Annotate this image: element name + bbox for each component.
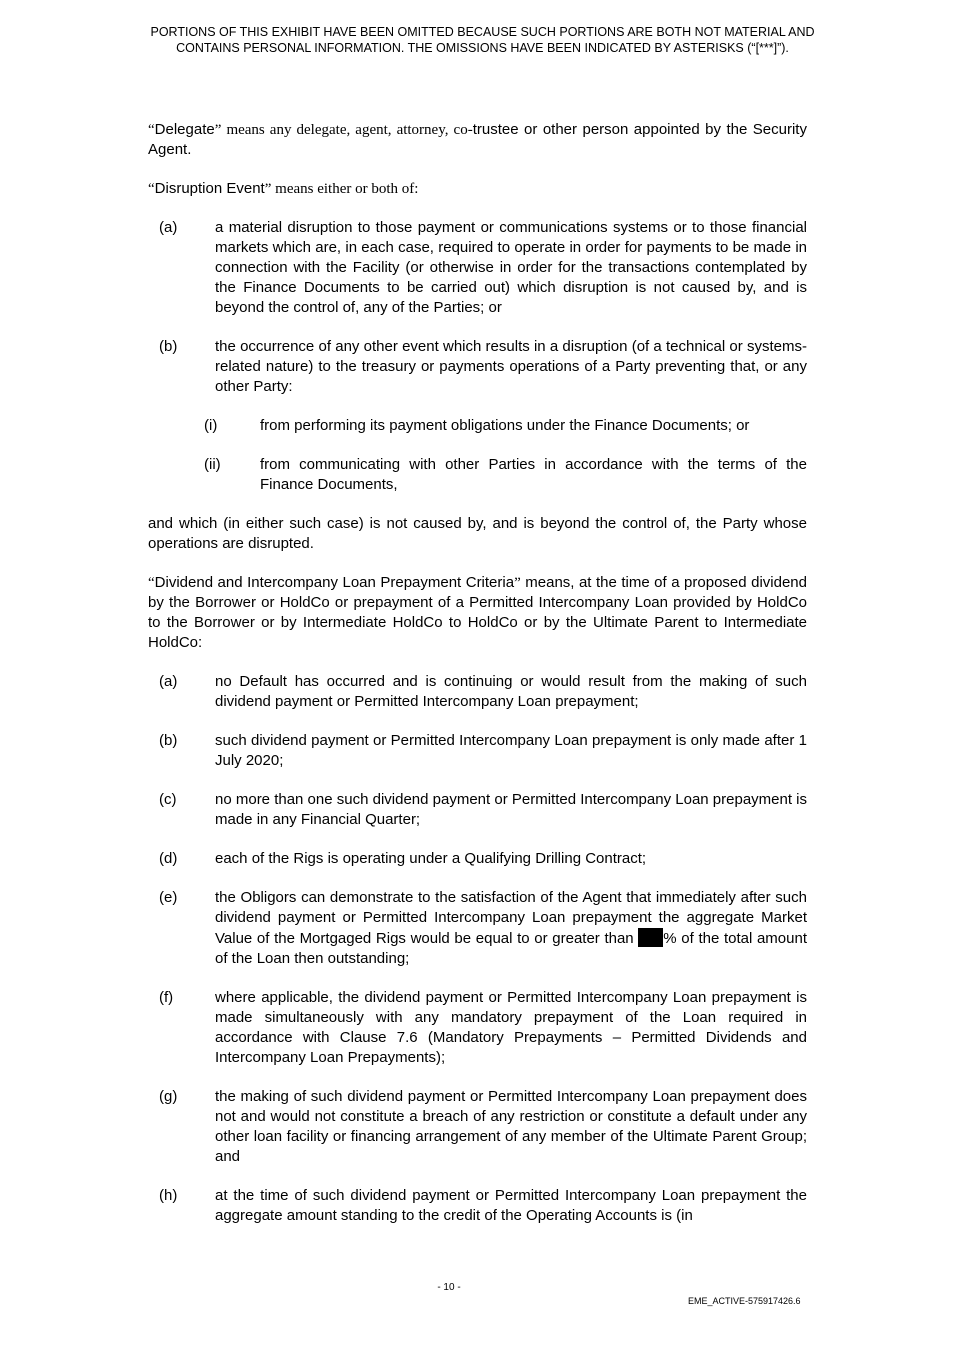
list-item-label: (d) (159, 850, 178, 867)
sub-list-item (204, 416, 807, 436)
list-item-text: a material disruption to those payment or communications systems or to those financial markets which are, in each case, required to operate in order for payments to be made in connection with the Facility (or otherwise in order for the transactions contemplated by the Finance Documents to be carried out) which disruption is not caused by, and is beyond the control of, any of the Parties; or (215, 219, 807, 316)
list-item (148, 849, 807, 869)
list-item (148, 731, 807, 771)
list-item-text: the Obligors can demonstrate to the satisfaction of the Agent that immediately after such dividend payment or Permitted Intercompany Loan prepayment the aggregate Market Value of the Mortgaged Rigs would be equal to or greater than % of the total amount of the Loan then outstanding; (215, 889, 807, 967)
sub-list-item-text: from communicating with other Parties in accordance with the terms of the Finance Documents, (260, 456, 807, 493)
list-item-label: (f) (159, 989, 174, 1006)
list-item-label: (a) (159, 219, 178, 236)
list-item-label: (a) (159, 673, 178, 690)
defined-term-disruption-event: Disruption Event (154, 180, 265, 197)
list-item-text: each of the Rigs is operating under a Qualifying Drilling Contract; (215, 850, 647, 867)
list-item (148, 218, 807, 318)
list-item-label: (g) (159, 1088, 178, 1105)
list-item-text: no Default has occurred and is continuing or would result from the making of such dividend payment or Permitted Intercompany Loan prepayment; (215, 673, 807, 710)
list-item-text: such dividend payment or Permitted Intercompany Loan prepayment is only made after 1 July 2020; (215, 732, 807, 769)
redaction-block (638, 928, 663, 947)
sub-list-item (204, 455, 807, 495)
list-item-label: (b) (159, 732, 178, 749)
document-body (148, 120, 807, 1245)
sub-list-item-label: (ii) (204, 456, 221, 473)
sub-list-item-label: (i) (204, 417, 218, 434)
list-item (148, 988, 807, 1068)
omission-notice-header (100, 24, 865, 56)
header-line-2: CONTAINS PERSONAL INFORMATION. THE OMISSIONS HAVE BEEN INDICATED BY ASTERISKS (“[***]”). (176, 41, 789, 55)
list-item-label: (b) (159, 338, 178, 355)
list-item-label: (h) (159, 1187, 178, 1204)
page-number: - 10 - (437, 1282, 461, 1293)
disruption-closing-paragraph: and which (in either such case) is not caused by, and is beyond the control of, the Party whose operations are disrupted. (148, 515, 807, 552)
defined-term-dividend-criteria: Dividend and Intercompany Loan Prepayment Criteria (154, 574, 515, 591)
list-item (148, 337, 807, 397)
list-item (148, 672, 807, 712)
list-item-text: the occurrence of any other event which results in a disruption (of a technical or systems-related nature) to the treasury or payments operations of a Party preventing that, or any other Party: (215, 338, 807, 395)
list-item-label: (e) (159, 889, 178, 906)
sub-list-item-text: from performing its payment obligations under the Finance Documents; or (260, 417, 750, 434)
list-item (148, 1186, 807, 1226)
list-item (148, 790, 807, 830)
list-item (148, 1087, 807, 1167)
list-item-text: no more than one such dividend payment or Permitted Intercompany Loan prepayment is made in any Financial Quarter; (215, 791, 808, 828)
list-item-text: at the time of such dividend payment or Permitted Intercompany Loan prepayment the aggregate amount standing to the credit of the Operating Accounts is (in (215, 1187, 807, 1224)
definition-disruption-event: “Disruption Event” means either or both of: (148, 180, 419, 197)
document-reference: EME_ACTIVE-575917426.6 (688, 1296, 801, 1306)
list-item-label: (c) (159, 791, 177, 808)
definition-delegate: “Delegate” means any delegate, agent, attorney, co-trustee or other person appointed by the Security Agent. (148, 121, 807, 158)
defined-term-delegate: Delegate (154, 121, 215, 138)
header-line-1: PORTIONS OF THIS EXHIBIT HAVE BEEN OMITTED BECAUSE SUCH PORTIONS ARE BOTH NOT MATERIAL AND (150, 25, 815, 39)
list-item (148, 888, 807, 969)
list-item-text: the making of such dividend payment or Permitted Intercompany Loan prepayment does not and would not constitute a breach of any restriction or constitute a default under any other loan facility or financing arrangement of any member of the Ultimate Parent Group; and (215, 1088, 807, 1165)
list-item-text: where applicable, the dividend payment or Permitted Intercompany Loan prepayment is made simultaneously with any mandatory prepayment of the Loan required in accordance with Clause 7.6 (Mandatory Prepayments – Permitted Dividends and Intercompany Loan Prepayments); (215, 989, 807, 1066)
definition-dividend-criteria: “Dividend and Intercompany Loan Prepayment Criteria” means, at the time of a proposed dividend by the Borrower or HoldCo or prepayment of a Permitted Intercompany Loan provided by HoldCo to the Borrower or by Intermediate HoldCo to HoldCo or by the Ultimate Parent to Intermediate HoldCo: (148, 574, 807, 651)
